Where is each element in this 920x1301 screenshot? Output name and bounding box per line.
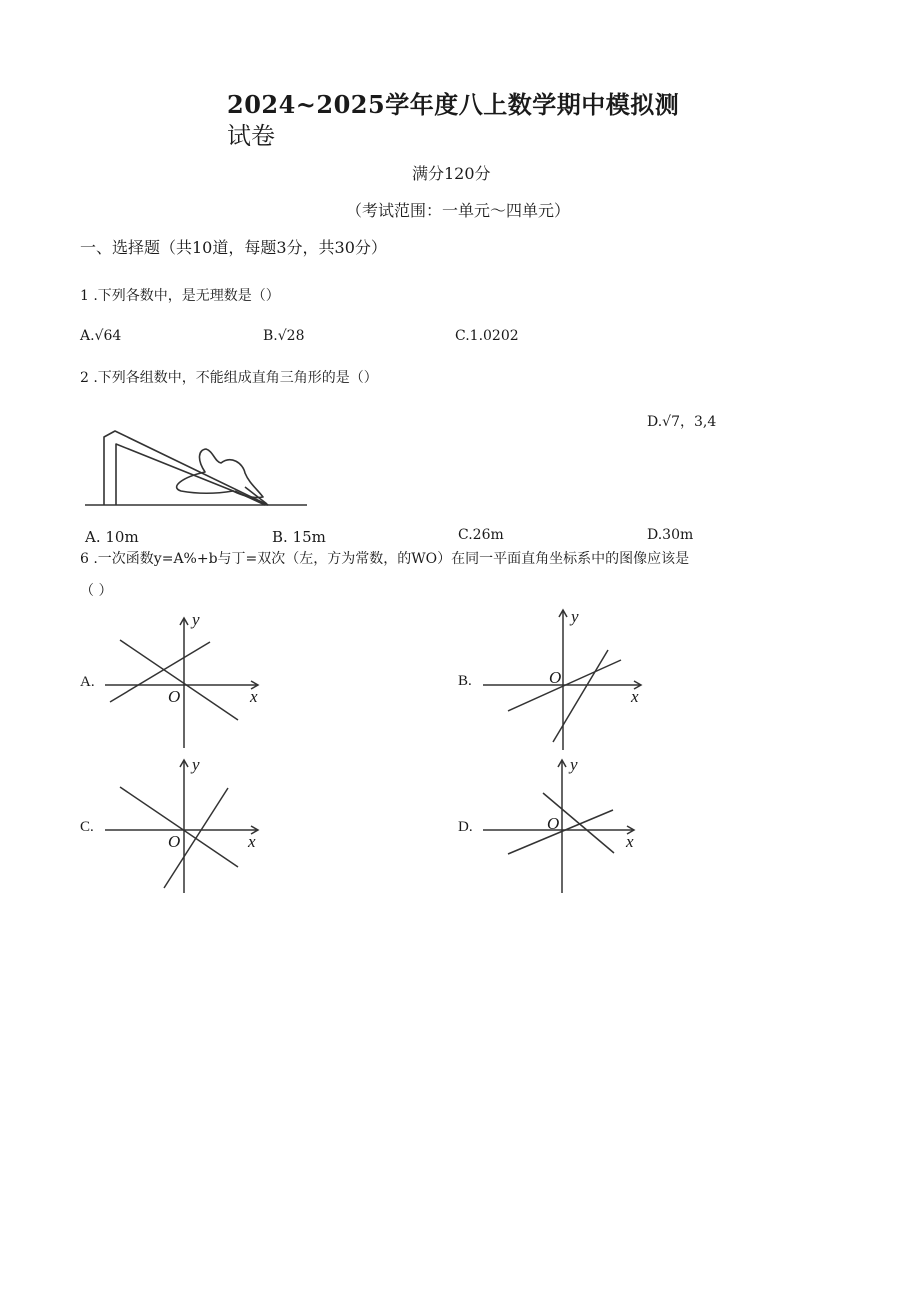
- graph-option-label: A.: [80, 674, 95, 690]
- question-2-stem: 2 .下列各组数中，不能组成直角三角形的是（）: [80, 370, 378, 386]
- page-title: 2024~2025学年度八上数学期中模拟测: [227, 90, 680, 119]
- question-1-option-c: C.1.0202: [455, 328, 519, 344]
- question-3-option-b: B. 15m: [272, 528, 326, 546]
- graph-option-label: D.: [458, 819, 473, 835]
- question-3-option-d: D.30m: [647, 527, 694, 543]
- graph-option-a: [80, 610, 280, 750]
- origin-label: O: [549, 668, 562, 687]
- graph-option-d: [458, 755, 658, 895]
- question-6-paren: （ ）: [80, 583, 113, 599]
- question-1-option-b: B.√28: [263, 328, 305, 344]
- x-axis-label: x: [250, 687, 258, 706]
- graph-option-label: B.: [458, 673, 472, 689]
- graph-option-label: C.: [80, 819, 94, 835]
- y-axis-label: y: [570, 755, 578, 774]
- ladder-wall-figure: [85, 425, 310, 515]
- x-axis-label: x: [631, 687, 639, 706]
- graph-option-c: [80, 755, 280, 895]
- x-axis-label: x: [248, 832, 256, 851]
- question-6-stem: 6 .一次函数y=A%+b与丁=双次（左，方为常数，的WO）在同一平面直角坐标系中的图像应该是: [80, 551, 690, 567]
- y-axis-label: y: [192, 755, 200, 774]
- y-axis-label: y: [192, 610, 200, 629]
- y-axis-label: y: [571, 607, 579, 626]
- x-axis-label: x: [626, 832, 634, 851]
- line-1: [508, 810, 613, 854]
- line-2: [110, 642, 210, 702]
- graph-option-b: [458, 605, 658, 750]
- question-1-option-a: A.√64: [80, 328, 122, 344]
- origin-label: O: [547, 814, 560, 833]
- origin-label: O: [168, 832, 181, 851]
- line-1: [120, 640, 238, 720]
- question-1-stem: 1 .下列各数中，是无理数是（）: [80, 288, 280, 304]
- question-2-option-d: D.√7，3,4: [647, 414, 717, 430]
- question-3-option-c: C.26m: [458, 527, 504, 543]
- line-2: [553, 650, 608, 742]
- full-score: 满分120分: [412, 164, 491, 183]
- question-3-option-a: A. 10m: [85, 528, 139, 546]
- section-heading: 一、选择题（共10道，每题3分，共30分）: [80, 238, 387, 257]
- exam-scope: （考试范围：一单元～四单元）: [346, 201, 571, 220]
- page-title-continued: 试卷: [227, 122, 275, 150]
- origin-label: O: [168, 687, 181, 706]
